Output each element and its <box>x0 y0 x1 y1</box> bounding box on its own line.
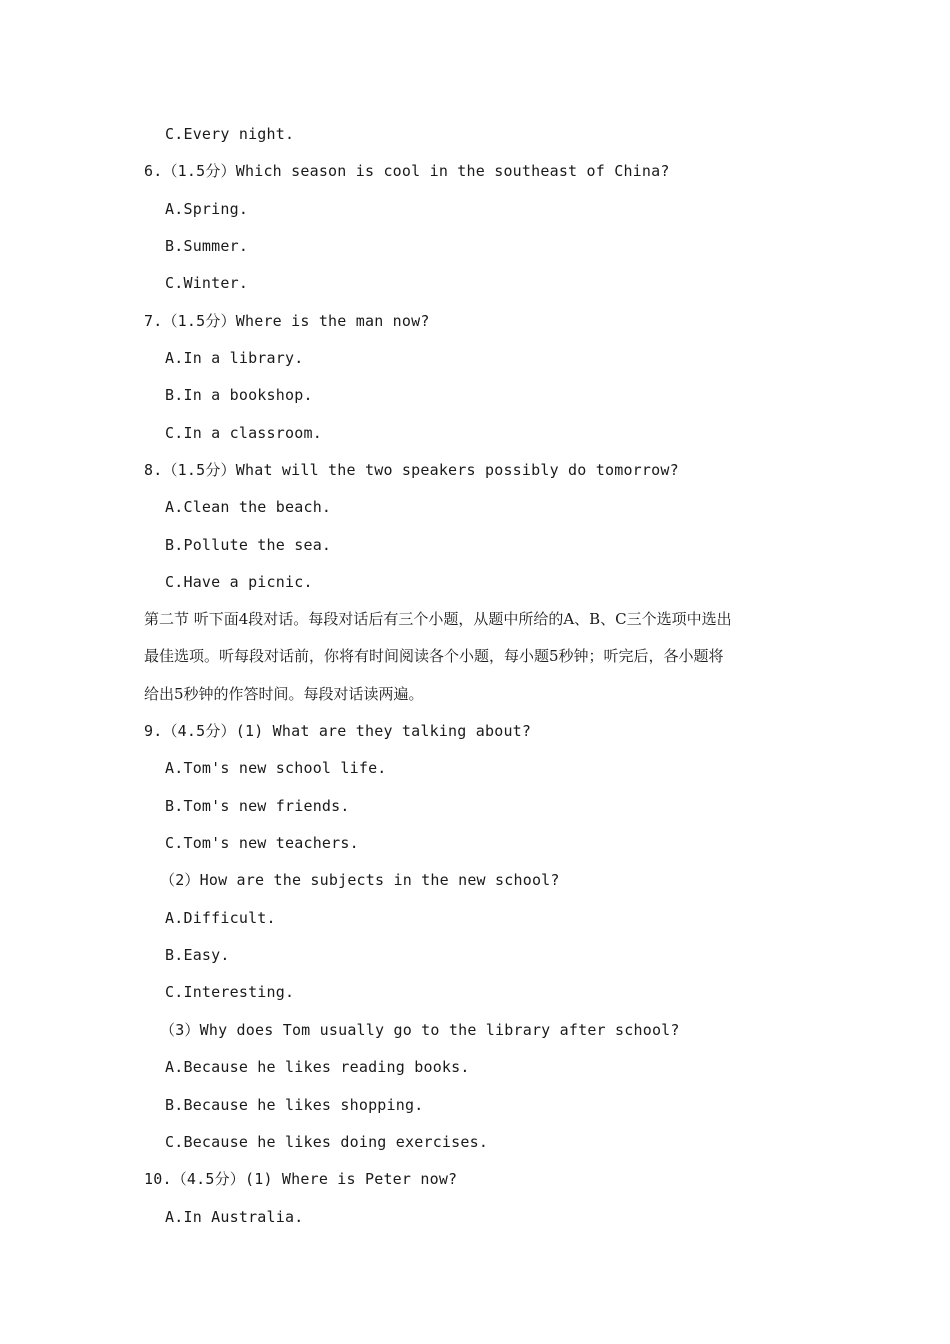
section-instructions-line-2: 最佳选项。听每段对话前，你将有时间阅读各个小题，每小题5秒钟；听完后，各小题将 <box>144 647 724 665</box>
question-8: 8.（1.5分）What will the two speakers possibly do tomorrow? <box>144 461 679 479</box>
option-7a: A.In a library. <box>165 349 304 367</box>
option-8c: C.Have a picnic. <box>165 573 313 591</box>
question-9: 9.（4.5分）(1) What are they talking about? <box>144 722 532 740</box>
option-8b: B.Pollute the sea. <box>165 536 332 554</box>
question-9-3: （3）Why does Tom usually go to the library after school? <box>160 1021 680 1039</box>
option-9-2a: A.Difficult. <box>165 909 276 927</box>
option-9-1b: B.Tom's new friends. <box>165 797 350 815</box>
question-9-2: （2）How are the subjects in the new school? <box>160 871 560 889</box>
option-8a: A.Clean the beach. <box>165 498 332 516</box>
option-9-1c: C.Tom's new teachers. <box>165 834 359 852</box>
option-7b: B.In a bookshop. <box>165 386 313 404</box>
option-6a: A.Spring. <box>165 200 249 218</box>
question-10: 10.（4.5分）(1) Where is Peter now? <box>144 1170 458 1188</box>
option-6c: C.Winter. <box>165 274 249 292</box>
option-10-1a: A.In Australia. <box>165 1208 304 1226</box>
option-7c: C.In a classroom. <box>165 424 322 442</box>
section-instructions-line-3: 给出5秒钟的作答时间。每段对话读两遍。 <box>144 685 424 703</box>
option-9-2c: C.Interesting. <box>165 983 295 1001</box>
option-9-3a: A.Because he likes reading books. <box>165 1058 470 1076</box>
section-instructions-line-1: 第二节 听下面4段对话。每段对话后有三个小题，从题中所给的A、B、C三个选项中选出 <box>144 610 732 628</box>
option-9-2b: B.Easy. <box>165 946 230 964</box>
option-9-3b: B.Because he likes shopping. <box>165 1096 424 1114</box>
option-5c: C.Every night. <box>165 125 295 143</box>
question-6: 6.（1.5分）Which season is cool in the southeast of China? <box>144 162 670 180</box>
option-9-3c: C.Because he likes doing exercises. <box>165 1133 489 1151</box>
option-9-1a: A.Tom's new school life. <box>165 759 387 777</box>
option-6b: B.Summer. <box>165 237 249 255</box>
question-7: 7.（1.5分）Where is the man now? <box>144 312 430 330</box>
